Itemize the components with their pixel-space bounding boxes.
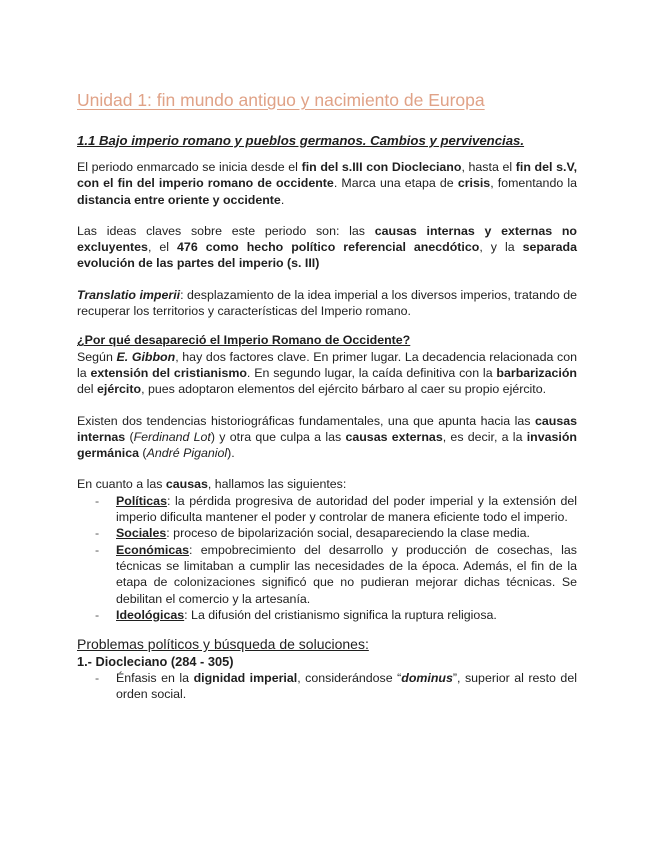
subsection-heading: Problemas políticos y búsqueda de soluciones: <box>77 636 369 653</box>
paragraph-causes-intro: En cuanto a las causas, hallamos las siguientes: <box>77 477 347 492</box>
diocleciano-list <box>77 670 577 703</box>
paragraph-period: El periodo enmarcado se inicia desde el fin del s.III con Diocleciano, hasta el fin del s.V, con el fin del imperio romano de occidente. Marca una etapa de crisis, fomentando la distancia entre oriente y occidente. <box>77 160 578 207</box>
numbered-heading: 1.- Diocleciano (284 - 305) <box>77 654 234 670</box>
section-heading: 1.1 Bajo imperio romano y pueblos germanos. Cambios y pervivencias. <box>77 133 525 148</box>
paragraph-key-ideas: Las ideas claves sobre este periodo son: las causas internas y externas no excluyentes, el 476 como hecho político referencial anecdótico, y la separada evolución de las partes del imperio (s. III) <box>77 223 577 271</box>
paragraph-gibbon: Según E. Gibbon, hay dos factores clave. En primer lugar. La decadencia relacionada con la extensión del cristianismo. En segundo lugar, la caída definitiva con la barbarización del ejército, pues adoptaron elementos del ejército bárbaro al caer su propio ejército. <box>77 349 577 397</box>
page-title: Unidad 1: fin mundo antiguo y nacimiento de Europa <box>77 90 485 110</box>
list-item: - Ideológicas: La difusión del cristianismo significa la ruptura religiosa. <box>116 607 577 623</box>
list-item: - Económicas: empobrecimiento del desarrollo y producción de cosechas, las técnicas se limitaban a cumplir las necesidades de la época. Además, el fin de la etapa de colonizaciones significó que no pudieran mejorar dichas técnicas. Se debilitan el comercio y la artesanía. <box>116 542 577 607</box>
question-heading: ¿Por qué desapareció el Imperio Romano de Occidente? <box>77 333 411 348</box>
document-page <box>77 88 577 703</box>
list-item: - Políticas: la pérdida progresiva de autoridad del poder imperial y la extensión del imperio dificulta mantener el poder y controlar de manera eficiente todo el imperio. <box>116 493 577 526</box>
list-item: - Sociales: proceso de bipolarización social, desapareciendo la clase media. <box>116 525 577 541</box>
list-item: - Énfasis en la dignidad imperial, considerándose “dominus”, superior al resto del orden social. <box>116 670 577 703</box>
causes-list <box>77 493 577 623</box>
paragraph-translatio: Translatio imperii: desplazamiento de la idea imperial a los diversos imperios, tratando de recuperar los territorios y características del Imperio romano. <box>77 287 577 319</box>
paragraph-tendencies: Existen dos tendencias historiográficas fundamentales, una que apunta hacia las causas internas (Ferdinand Lot) y otra que culpa a las causas externas, es decir, a la invasión germánica (André Piganiol). <box>77 413 577 461</box>
